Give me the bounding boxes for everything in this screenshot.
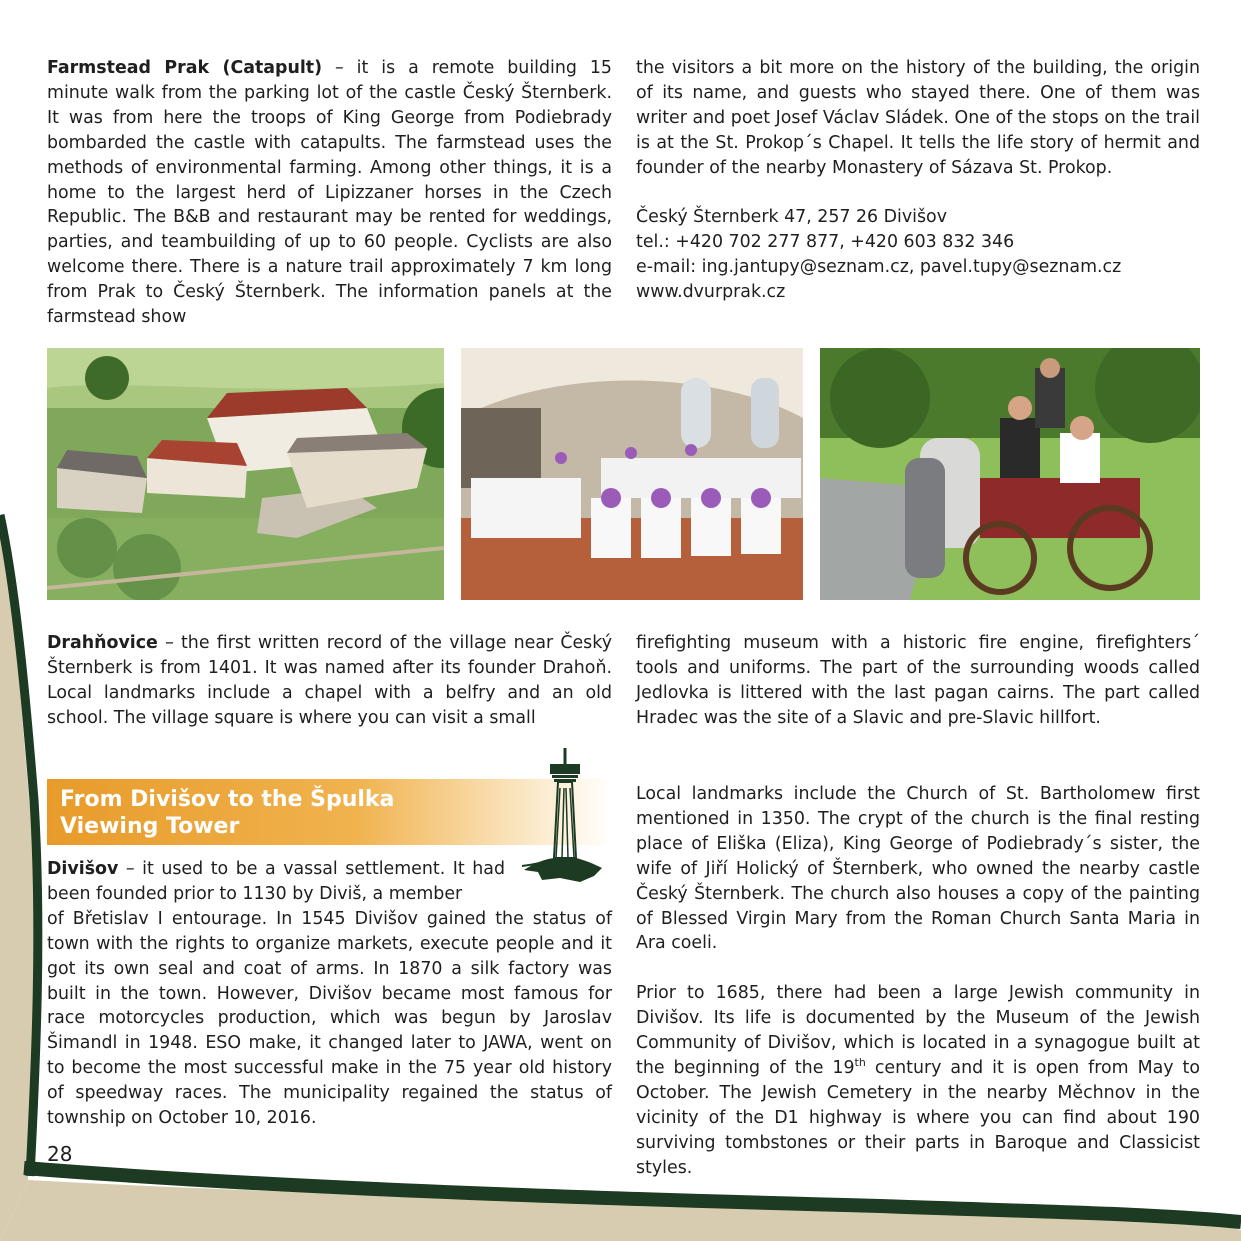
farmstead-text-continued: the visitors a bit more on the history of the building, the origin of its name, and guests who stayed there. One of them was writer and poet Josef Václav Sládek. One of the stops on the trail is at the St. Prokop´s Chapel. It tells the life story of hermit and founder of the nearby Monastery of Sázava St. Prokop. bbox=[636, 58, 1200, 178]
drahnovice-text: – the first written record of the village near Český Šternberk is from 1401. It was named after its founder Drahoň. Local landmarks include a chapel with a belfry and an old school. The village square is where you can visit a small bbox=[47, 633, 612, 728]
photo-farmstead-aerial bbox=[47, 348, 444, 600]
drahnovice-lead: Drahňovice bbox=[47, 633, 158, 653]
century-superscript: th bbox=[854, 1056, 866, 1070]
contact-block bbox=[636, 205, 1200, 305]
divisov-lead: Divišov bbox=[47, 859, 119, 879]
section-heading-line-2: Viewing Tower bbox=[60, 814, 240, 839]
photo-banquet-hall bbox=[461, 348, 803, 600]
jewish-text-part-2: century and it is open from May to October. The Jewish Cemetery in the nearby Měchnov in the vicinity of the D1 highway is where you can find about 190 surviving tombstones or their parts in Baroque and Classicist styles. bbox=[636, 1057, 1200, 1178]
farmstead-lead: Farmstead Prak (Catapult) bbox=[47, 58, 323, 78]
jewish-community-text bbox=[636, 981, 1200, 1180]
photo-wedding-carriage bbox=[820, 348, 1200, 600]
divisov-text: of Břetislav I entourage. In 1545 Divišov gained the status of town with the rights to organize markets, execute people and it got its own seal and coat of arms. In 1870 a silk factory was built in the town. However, Divišov became most famous for race motorcycles production, which was begun by Jaroslav Šimandl in 1948. ESO make, it changed later to JAWA, went on to become the most successful make in the 75 year old history of speedway races. The municipality regained the status of township on October 10, 2016. bbox=[47, 908, 612, 1129]
farmstead-column-2 bbox=[636, 56, 1200, 305]
page-number: 28 bbox=[47, 1142, 73, 1166]
contact-address: Český Šternberk 47, 257 26 Divišov bbox=[636, 207, 947, 228]
drahnovice-column-2 bbox=[636, 631, 1200, 731]
church-text: Local landmarks include the Church of St. Bartholomew first mentioned in 1350. The crypt of the church is the final resting place of Eliška (Eliza), King George of Podiebrady´s sister, the wife of Jiří Holický of Šternberk, who owned the nearby castle Český Šternberk. The church also houses a copy of the painting of Blessed Virgin Mary from the Roman Church Santa Maria in Ara coeli. bbox=[636, 784, 1200, 954]
jewish-text-part-1: Prior to 1685, there had been a large Jewish community in Divišov. Its life is documented by the Museum of the Jewish Community of Divišov, which is located in a synagogue built at the beginning of the 19 bbox=[636, 983, 1200, 1078]
section-heading-line-1: From Divišov to the Špulka bbox=[60, 787, 395, 812]
section-heading bbox=[60, 786, 500, 840]
contact-phone: tel.: +420 702 277 877, +420 603 832 346 bbox=[636, 232, 1015, 253]
farmstead-column-1 bbox=[47, 56, 612, 330]
drahnovice-column-1 bbox=[47, 631, 612, 731]
divisov-intro: – it used to be a vassal settlement. It had been founded prior to 1130 by Diviš, a member bbox=[47, 859, 505, 904]
divisov-column-2 bbox=[636, 782, 1200, 1180]
farmstead-text: – it is a remote building 15 minute walk from the parking lot of the castle Český Šternberk. It was from here the troops of King George from Podiebrady bombarded the castle with catapults. The farmstead uses the methods of environmental farming. Among other things, it is a home to the largest herd of Lipizzaner horses in the Czech Republic. The B&B and restaurant may be rented for weddings, parties, and teambuilding of up to 60 people. Cyclists are also welcome there. There is a nature trail approximately 7 km long from Prak to Český Šternberk. The information panels at the farmstead show bbox=[47, 58, 612, 328]
drahnovice-text-continued: firefighting museum with a historic fire engine, firefighters´ tools and uniforms. The part of the surrounding woods called Jedlovka is littered with the last pagan cairns. The part called Hradec was the site of a Slavic and pre-Slavic hillfort. bbox=[636, 633, 1200, 728]
contact-website[interactable]: www.dvurprak.cz bbox=[636, 282, 786, 303]
contact-email[interactable]: e-mail: ing.jantupy@seznam.cz, pavel.tupy@seznam.cz bbox=[636, 257, 1122, 278]
divisov-column-1 bbox=[47, 857, 612, 1131]
